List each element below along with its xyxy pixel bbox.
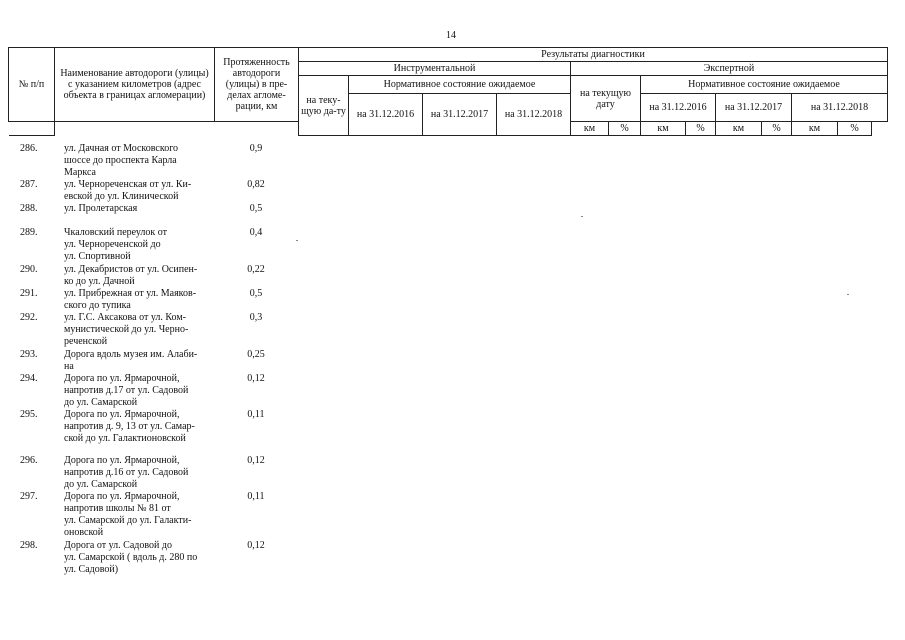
col-length-header: Протяженность автодороги (улицы) в пре-делах агломе-рации, км — [215, 48, 299, 122]
col-number-header: № п/п — [9, 48, 55, 122]
road-length: 0,5 — [249, 288, 263, 299]
results-header: Результаты диагностики — [299, 48, 888, 62]
scan-speck — [581, 216, 583, 217]
road-name: ул. Г.С. Аксакова от ул. Ком- мунистической до ул. Черно- реченской — [64, 312, 189, 347]
road-name: ул. Декабристов от ул. Осипен- ко до ул. Дачной — [64, 264, 198, 287]
spacer — [55, 122, 215, 136]
instrumental-header: Инструментальной — [299, 62, 571, 76]
expert-2016-header: на 31.12.2016 — [641, 94, 716, 122]
row-number: 291. — [20, 288, 38, 299]
row-number: 292. — [20, 312, 38, 323]
unit-km: км — [792, 122, 838, 136]
instr-2016-header: на 31.12.2016 — [349, 94, 423, 136]
expert-2018-header: на 31.12.2018 — [792, 94, 888, 122]
road-name: ул. Чернореченская от ул. Ки- евской до ул. Клинической — [64, 179, 192, 202]
row-number: 296. — [20, 455, 38, 466]
instr-current-date-header: на теку-щую да-ту — [299, 76, 349, 136]
road-length: 0,9 — [249, 143, 263, 154]
instr-normative-header: Нормативное состояние ожидаемое — [349, 76, 571, 94]
expert-2017-header: на 31.12.2017 — [716, 94, 792, 122]
row-number: 293. — [20, 349, 38, 360]
expert-header: Экспертной — [571, 62, 888, 76]
row-number: 294. — [20, 373, 38, 384]
road-name: ул. Пролетарская — [64, 203, 138, 214]
instr-2018-header: на 31.12.2018 — [497, 94, 571, 136]
road-name: ул. Прибрежная от ул. Маяков- ского до тупика — [64, 288, 197, 311]
unit-km: км — [716, 122, 762, 136]
road-length: 0,5 — [249, 203, 263, 214]
row-number: 297. — [20, 491, 38, 502]
row-number: 295. — [20, 409, 38, 420]
unit-pct: % — [838, 122, 872, 136]
road-length: 0,12 — [247, 455, 265, 466]
row-number: 290. — [20, 264, 38, 275]
unit-pct: % — [686, 122, 716, 136]
road-length: 0,12 — [247, 540, 265, 551]
road-length: 0,12 — [247, 373, 265, 384]
spacer — [9, 122, 55, 136]
spacer — [215, 122, 299, 136]
road-name: Дорога по ул. Ярмарочной, напротив д. 9, 13 от ул. Самар- ской до ул. Галактионовской — [64, 409, 195, 444]
road-name: Дорога вдоль музея им. Алаби- на — [64, 349, 198, 372]
unit-pct: % — [762, 122, 792, 136]
scan-speck — [296, 240, 298, 241]
unit-km: км — [571, 122, 609, 136]
row-number: 298. — [20, 540, 38, 551]
expert-current-date-header: на текущую дату — [571, 76, 641, 122]
road-length: 0,11 — [247, 409, 265, 420]
page-number: 14 — [446, 30, 456, 41]
unit-pct: % — [609, 122, 641, 136]
road-length: 0,22 — [247, 264, 265, 275]
road-length: 0,11 — [247, 491, 265, 502]
road-name: ул. Дачная от Московского шоссе до проспекта Карла Маркса — [64, 143, 179, 178]
road-name: Дорога от ул. Садовой до ул. Самарской ( вдоль д. 280 по ул. Садовой) — [64, 540, 198, 575]
road-name: Чкаловский переулок от ул. Чернореченской до ул. Спортивной — [64, 227, 168, 262]
expert-normative-header: Нормативное состояние ожидаемое — [641, 76, 888, 94]
col-name-header: Наименование автодороги (улицы) с указанием километров (адрес объекта в границах агломерации) — [55, 48, 215, 122]
road-length: 0,4 — [249, 227, 263, 238]
scan-speck — [847, 294, 849, 295]
unit-km: км — [641, 122, 686, 136]
row-number: 288. — [20, 203, 38, 214]
row-number: 286. — [20, 143, 38, 154]
diagnostics-header-table — [8, 47, 888, 136]
road-name: Дорога по ул. Ярмарочной, напротив д.16 от ул. Садовой до ул. Самарской — [64, 455, 189, 490]
instr-2017-header: на 31.12.2017 — [423, 94, 497, 136]
road-length: 0,3 — [249, 312, 263, 323]
road-name: Дорога по ул. Ярмарочной, напротив школы № 81 от ул. Самарской до ул. Галакти- оновской — [64, 491, 192, 538]
row-number: 289. — [20, 227, 38, 238]
road-name: Дорога по ул. Ярмарочной, напротив д.17 от ул. Садовой до ул. Самарской — [64, 373, 189, 408]
road-length: 0,25 — [247, 349, 265, 360]
road-length: 0,82 — [247, 179, 265, 190]
row-number: 287. — [20, 179, 38, 190]
